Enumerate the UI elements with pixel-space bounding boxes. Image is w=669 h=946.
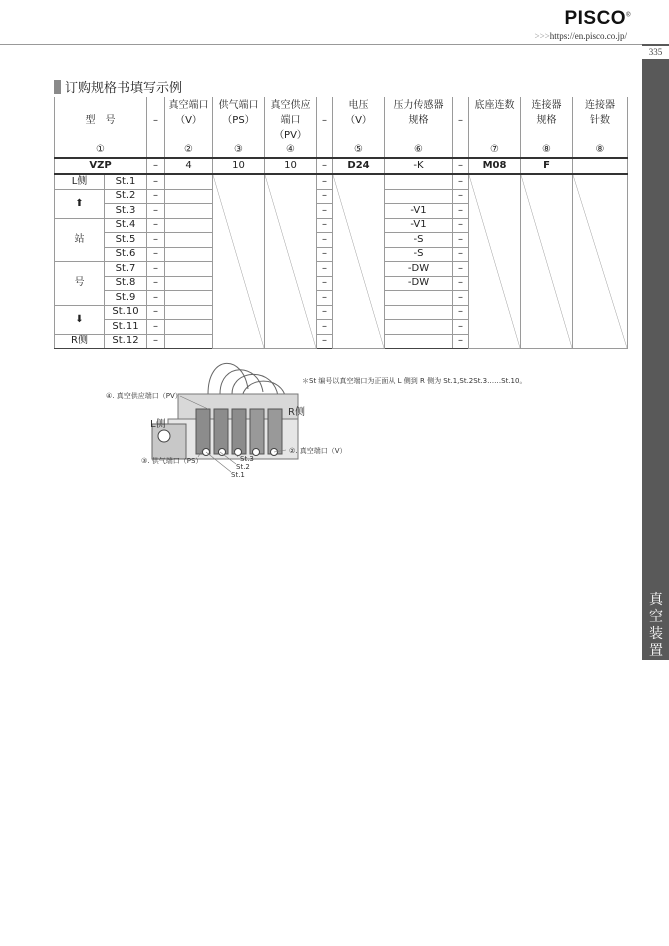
sensor-spec <box>385 291 453 306</box>
l-side-callout: L侧 <box>150 419 166 430</box>
diagonal-line <box>213 175 264 348</box>
header-voltage: 电压 （V） <box>333 97 385 143</box>
header-conn-pins: 连接器 针数 <box>573 97 628 143</box>
dash: – <box>147 189 165 204</box>
model-code: VZP <box>55 158 147 174</box>
table-header-row <box>55 97 628 143</box>
dash: – <box>453 276 469 291</box>
url-arrows: >>> <box>534 31 550 41</box>
header-sensor: 压力传感器 规格 <box>385 97 453 143</box>
column-number: ⑥ <box>385 143 453 158</box>
dash: – <box>453 305 469 320</box>
dash: – <box>453 189 469 204</box>
station-name: St.7 <box>105 262 147 277</box>
dash: – <box>453 247 469 262</box>
column-number: ⑦ <box>469 143 521 158</box>
column-number: ④ <box>265 143 317 158</box>
station-name: St.6 <box>105 247 147 262</box>
order-spec-table <box>54 97 628 349</box>
dash: – <box>317 204 333 219</box>
column-number: ③ <box>213 143 265 158</box>
dash: – <box>453 334 469 349</box>
sensor-spec <box>385 189 453 204</box>
station-name: St.2 <box>105 189 147 204</box>
pv-port-blank <box>265 174 317 349</box>
station-name: St.12 <box>105 334 147 349</box>
column-number: ⑧ <box>573 143 628 158</box>
ps-port-blank <box>213 174 265 349</box>
v-port-size: 4 <box>165 158 213 174</box>
v-port-blank <box>165 334 213 349</box>
connector-pins <box>573 158 628 174</box>
diagonal-strike <box>333 175 384 348</box>
station-name: St.11 <box>105 320 147 335</box>
station-name: St.10 <box>105 305 147 320</box>
station-name: St.9 <box>105 291 147 306</box>
header-ps-port: 供气端口 （PS） <box>213 97 265 143</box>
url-text: https://en.pisco.co.jp/ <box>549 31 627 41</box>
station-row <box>55 174 628 189</box>
sensor-spec <box>385 174 453 189</box>
v-port-blank <box>165 204 213 219</box>
base-stations: M08 <box>469 158 521 174</box>
website-url[interactable] <box>535 31 627 41</box>
column-number: ② <box>165 143 213 158</box>
sensor-spec <box>385 305 453 320</box>
station-name: St.1 <box>105 174 147 189</box>
brand-logo <box>564 8 631 30</box>
number-blank <box>147 143 165 158</box>
header-rule <box>0 44 649 45</box>
pv-port-size: 10 <box>265 158 317 174</box>
table-number-row <box>55 143 628 158</box>
sensor-spec <box>385 334 453 349</box>
diagonal-line <box>333 175 384 348</box>
voltage-blank <box>333 174 385 349</box>
sensor-spec: -S <box>385 247 453 262</box>
diagonal-strike <box>265 175 316 348</box>
dash: – <box>453 218 469 233</box>
dash: – <box>147 174 165 189</box>
st2-callout: St.2 <box>236 463 250 471</box>
v-port-blank <box>165 291 213 306</box>
manifold-illustration <box>98 354 358 484</box>
v-callout: ②. 真空端口（V） <box>289 447 347 455</box>
dash: – <box>453 174 469 189</box>
number-blank <box>317 143 333 158</box>
dash: – <box>317 189 333 204</box>
header-pv-port: 真空供应 端口 （PV） <box>265 97 317 143</box>
dash: – <box>147 233 165 248</box>
dash: – <box>453 233 469 248</box>
dash: – <box>147 305 165 320</box>
dash: – <box>317 174 333 189</box>
dash: – <box>317 320 333 335</box>
dash: – <box>317 247 333 262</box>
dash: – <box>453 204 469 219</box>
station-name: St.3 <box>105 204 147 219</box>
sensor-spec: -DW <box>385 276 453 291</box>
sensor-spec: -S <box>385 233 453 248</box>
section-title <box>54 77 182 96</box>
dash: – <box>147 320 165 335</box>
side-tab <box>642 44 669 660</box>
v-port-blank <box>165 233 213 248</box>
sensor-spec: -V1 <box>385 204 453 219</box>
dash: – <box>147 247 165 262</box>
column-number: ⑧ <box>521 143 573 158</box>
sensor-spec <box>385 320 453 335</box>
pv-callout: ④. 真空供应端口（PV） <box>106 392 182 400</box>
dash: – <box>317 262 333 277</box>
v-port-blank <box>165 247 213 262</box>
side-label: ⬇ <box>55 305 105 334</box>
dash: – <box>317 218 333 233</box>
v-port-blank <box>165 174 213 189</box>
header-v-port: 真空端口 （V） <box>165 97 213 143</box>
side-label: 号 <box>55 262 105 306</box>
dash: – <box>317 334 333 349</box>
header-model: 型 号 <box>55 97 147 143</box>
st1-callout: St.1 <box>231 471 245 479</box>
ps-port-size: 10 <box>213 158 265 174</box>
side-label: 站 <box>55 218 105 262</box>
dash: – <box>147 276 165 291</box>
side-label: R侧 <box>55 334 105 349</box>
diagonal-line <box>521 175 572 348</box>
r-side-callout: R侧 <box>288 407 305 418</box>
dash: – <box>147 158 165 174</box>
dash: – <box>147 291 165 306</box>
side-label: ⬆ <box>55 189 105 218</box>
brand-name: PISCO <box>564 8 627 29</box>
number-blank <box>453 143 469 158</box>
st3-callout: St.3 <box>240 455 254 463</box>
diagonal-line <box>469 175 520 348</box>
station-name: St.5 <box>105 233 147 248</box>
header-dash: – <box>147 97 165 143</box>
dash: – <box>453 320 469 335</box>
v-port-blank <box>165 189 213 204</box>
v-port-blank <box>165 305 213 320</box>
station-note: ＊St 编号以真空端口为正面从 L 侧到 R 侧为 St.1,St.2St.3……St.10。 <box>302 377 527 385</box>
v-port-blank <box>165 218 213 233</box>
dash: – <box>147 204 165 219</box>
header-base: 底座连数 <box>469 97 521 143</box>
connector-spec: F <box>521 158 573 174</box>
v-port-blank <box>165 262 213 277</box>
column-number: ⑤ <box>333 143 385 158</box>
conn-pins-blank <box>573 174 628 349</box>
sensor-spec: -K <box>385 158 453 174</box>
section-marker <box>54 80 61 94</box>
table-main-row <box>55 158 628 174</box>
dash: – <box>317 305 333 320</box>
diagonal-line <box>265 175 316 348</box>
sensor-spec: -V1 <box>385 218 453 233</box>
v-port-blank <box>165 320 213 335</box>
column-number: ① <box>55 143 147 158</box>
section-title-text: 订购规格书填写示例 <box>65 81 183 96</box>
sensor-spec: -DW <box>385 262 453 277</box>
diagonal-strike <box>521 175 572 348</box>
conn-spec-blank <box>521 174 573 349</box>
side-label: L侧 <box>55 174 105 189</box>
dash: – <box>317 158 333 174</box>
dash: – <box>453 158 469 174</box>
dash: – <box>147 262 165 277</box>
side-tab-label: 真空装置 <box>649 592 663 659</box>
registered-mark: ® <box>626 12 631 19</box>
diagonal-line <box>573 175 627 348</box>
dash: – <box>147 218 165 233</box>
voltage: D24 <box>333 158 385 174</box>
header-conn-spec: 连接器 规格 <box>521 97 573 143</box>
dash: – <box>147 334 165 349</box>
dash: – <box>317 291 333 306</box>
station-name: St.8 <box>105 276 147 291</box>
dash: – <box>453 262 469 277</box>
v-port-blank <box>165 276 213 291</box>
diagonal-strike <box>469 175 520 348</box>
dash: – <box>317 233 333 248</box>
page-number: 335 <box>642 46 669 59</box>
diagonal-strike <box>573 175 627 348</box>
header-dash: – <box>453 97 469 143</box>
dash: – <box>453 291 469 306</box>
ps-callout: ③. 供气端口（PS） <box>141 457 203 465</box>
dash: – <box>317 276 333 291</box>
station-name: St.4 <box>105 218 147 233</box>
diagonal-strike <box>213 175 264 348</box>
base-blank <box>469 174 521 349</box>
header-dash: – <box>317 97 333 143</box>
